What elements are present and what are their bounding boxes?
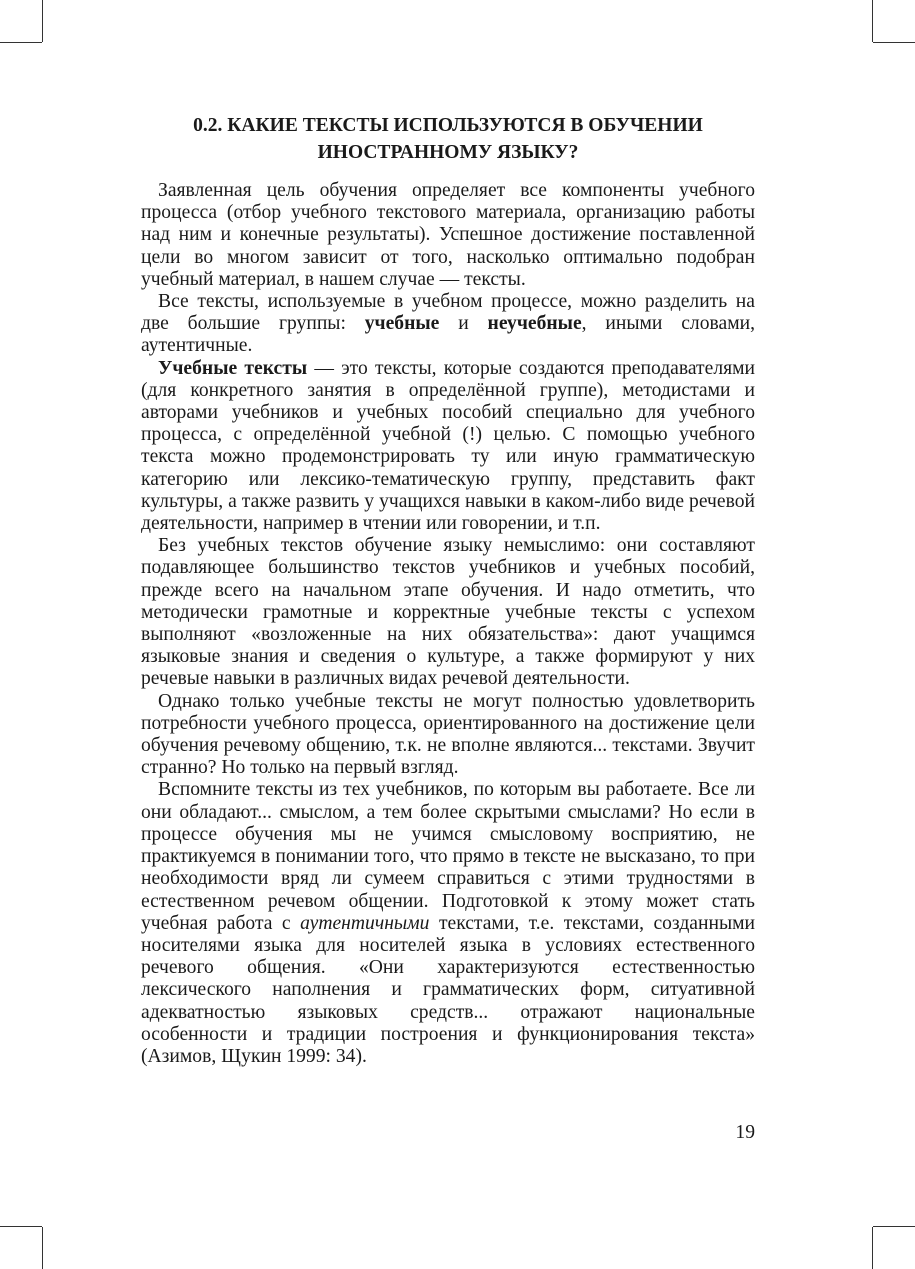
body-text bbox=[141, 180, 755, 1068]
paragraph-2 bbox=[141, 291, 755, 358]
paragraph-3-text: — это тексты, которые создаются преподавателями (для конкретного занятия в определённой группе), методистами и авторами учебников и учебных пособий специально для учебного процесса, с определённой учебной (!) целью. С помощью учебного текста можно продемонстрировать ту или иную грамматическую категорию или лексико-тематическую группу, представить факт культуры, а также развить у учащихся навыки в каком-либо виде речевой деятельности, например в чтении или говорении, и т.п. bbox=[141, 357, 755, 535]
crop-mark-bottom-left-horizontal bbox=[0, 1226, 42, 1227]
paragraph-6-text-b: текстами, т.е. текстами, созданными носителями языка для носителей языка в условиях естественного речевого общения. «Они характеризуются естественностью лексического наполнения и грамматических форм, ситуативной адекватностью языковых средств... отражают национальные особенности и традиции построения и функционирования текста» (Азимов, Щукин 1999: 34). bbox=[141, 912, 756, 1067]
crop-mark-top-left-horizontal bbox=[0, 42, 42, 43]
paragraph-3 bbox=[141, 358, 755, 536]
section-heading-line-1: 0.2. КАКИЕ ТЕКСТЫ ИСПОЛЬЗУЮТСЯ В ОБУЧЕНИИ bbox=[193, 115, 703, 136]
paragraph-5: Однако только учебные тексты не могут полностью удовлетворить потребности учебного процесса, ориентированного на достижение цели обучения речевому общению, т.к. не вполне являются... текстами. Звучит странно? Но только на первый взгляд. bbox=[141, 690, 755, 779]
page-number: 19 bbox=[735, 1122, 755, 1143]
term-uchebnye-teksty: Учебные тексты bbox=[158, 357, 308, 379]
section-heading-line-2: ИНОСТРАННОМУ ЯЗЫКУ? bbox=[317, 142, 579, 163]
paragraph-2-text-a: Все тексты, используемые в учебном процессе, можно разделить на две большие группы: bbox=[141, 291, 755, 335]
paragraph-2-text-c: , иными словами, аутентичные. bbox=[141, 313, 755, 357]
crop-mark-bottom-right-vertical bbox=[872, 1227, 873, 1269]
crop-mark-top-right-horizontal bbox=[873, 42, 915, 43]
section-heading bbox=[141, 112, 755, 166]
term-uchebnye: учебные bbox=[364, 313, 440, 335]
paragraph-1: Заявленная цель обучения определяет все компоненты учебного процесса (отбор учебного текстового материала, организацию работы над ним и конечные результаты). Успешное достижение поставленной цели во многом зависит от того, насколько оптимально подобран учебный материал, в нашем случае — тексты. bbox=[141, 180, 755, 290]
page-content bbox=[141, 112, 755, 1068]
paragraph-6-text-a: Вспомните тексты из тех учебников, по которым вы работаете. Все ли они обладают... смыслом, а тем более скрытыми смыслами? Но если в процессе обучения мы не учимся смысловому восприятию, не практикуемся в понимании того, что прямо в тексте не высказано, то при необходимости вряд ли сумеем справиться с этими трудностями в естественном речевом общении. Подготовкой к этому может стать учебная работа с bbox=[141, 779, 755, 934]
term-neuchebnye: неучебные bbox=[487, 313, 582, 335]
crop-mark-bottom-left-vertical bbox=[42, 1227, 43, 1269]
crop-mark-bottom-right-horizontal bbox=[873, 1226, 915, 1227]
paragraph-2-text-b: и bbox=[439, 313, 488, 335]
crop-mark-top-right-vertical bbox=[872, 0, 873, 42]
paragraph-6 bbox=[141, 779, 755, 1068]
paragraph-4: Без учебных текстов обучение языку немыслимо: они составляют подавляющее большинство текстов учебников и учебных пособий, прежде всего на начальном этапе обучения. И надо отметить, что методически грамотные и корректные учебные тексты с успехом выполняют «возложенные на них обязательства»: дают учащимся языковые знания и сведения о культуре, а также формируют у них речевые навыки в различных видах речевой деятельности. bbox=[141, 535, 755, 690]
crop-mark-top-left-vertical bbox=[42, 0, 43, 42]
term-autentichnymi: аутентичными bbox=[300, 912, 430, 934]
